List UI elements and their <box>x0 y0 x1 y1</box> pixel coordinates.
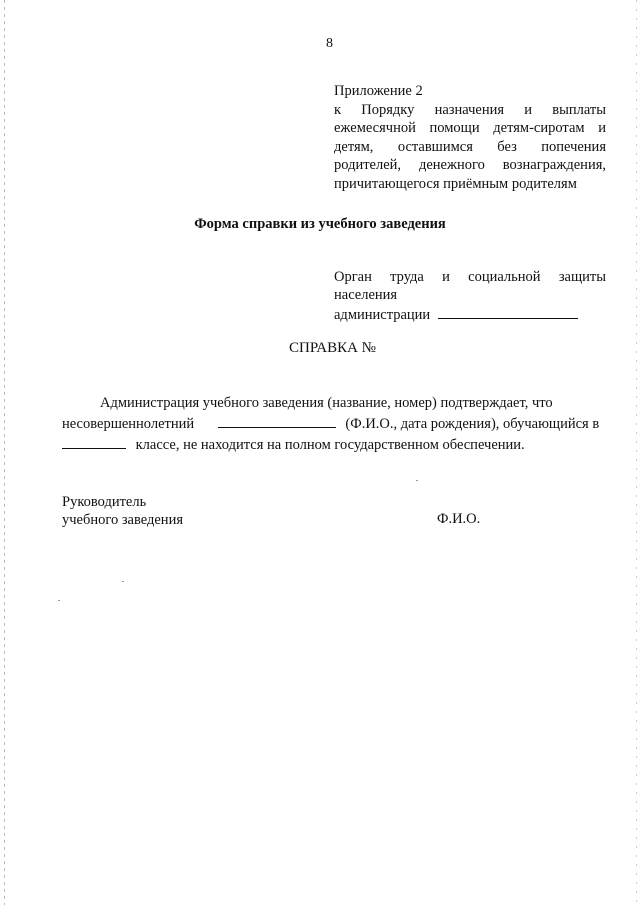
body-line-3-suffix: классе, не находится на полном государственном обеспечении. <box>135 437 525 453</box>
scan-speck <box>58 600 60 601</box>
appendix-line-3: детям, оставшимся без попечения <box>334 138 606 155</box>
scan-speck <box>122 581 124 582</box>
student-name-blank-line <box>218 413 336 428</box>
scan-edge-left <box>4 0 5 905</box>
scan-edge-right <box>636 0 637 905</box>
signature-fio: Ф.И.О. <box>437 511 481 527</box>
recipient-block <box>334 268 606 324</box>
certificate-body <box>62 394 606 455</box>
body-line-1: Администрация учебного заведения (название, номер) подтверждает, что <box>100 395 553 411</box>
recipient-line-1: Орган труда и социальной защиты <box>334 269 606 285</box>
administration-blank-line <box>438 304 578 319</box>
signature-line-1: Руководитель <box>62 494 147 510</box>
appendix-line-5: причитающегося приёмным родителям <box>334 175 577 192</box>
scan-speck <box>416 480 418 481</box>
recipient-line-3: администрации <box>334 307 431 323</box>
appendix-block <box>334 82 606 193</box>
appendix-line-4: родителей, денежного вознаграждения, <box>334 157 606 173</box>
class-blank-line <box>62 434 126 449</box>
body-line-2-row <box>62 413 606 434</box>
body-line-2-prefix: несовершеннолетний <box>62 416 195 432</box>
recipient-line-3-row <box>334 304 606 324</box>
certificate-title: СПРАВКА № <box>289 340 376 356</box>
appendix-line-1: к Порядку назначения и выплаты <box>334 101 606 118</box>
appendix-line-2: ежемесячной помощи детям-сиротам и <box>334 120 606 136</box>
signature-line-2: учебного заведения <box>62 512 183 528</box>
form-title: Форма справки из учебного заведения <box>194 216 446 232</box>
appendix-title: Приложение 2 <box>334 83 423 99</box>
page-number: 8 <box>326 36 333 51</box>
body-line-3-row <box>62 434 606 455</box>
recipient-line-2: населения <box>334 287 398 303</box>
body-line-2-suffix: (Ф.И.О., дата рождения), обучающийся в <box>345 416 600 432</box>
signature-block <box>62 493 183 529</box>
